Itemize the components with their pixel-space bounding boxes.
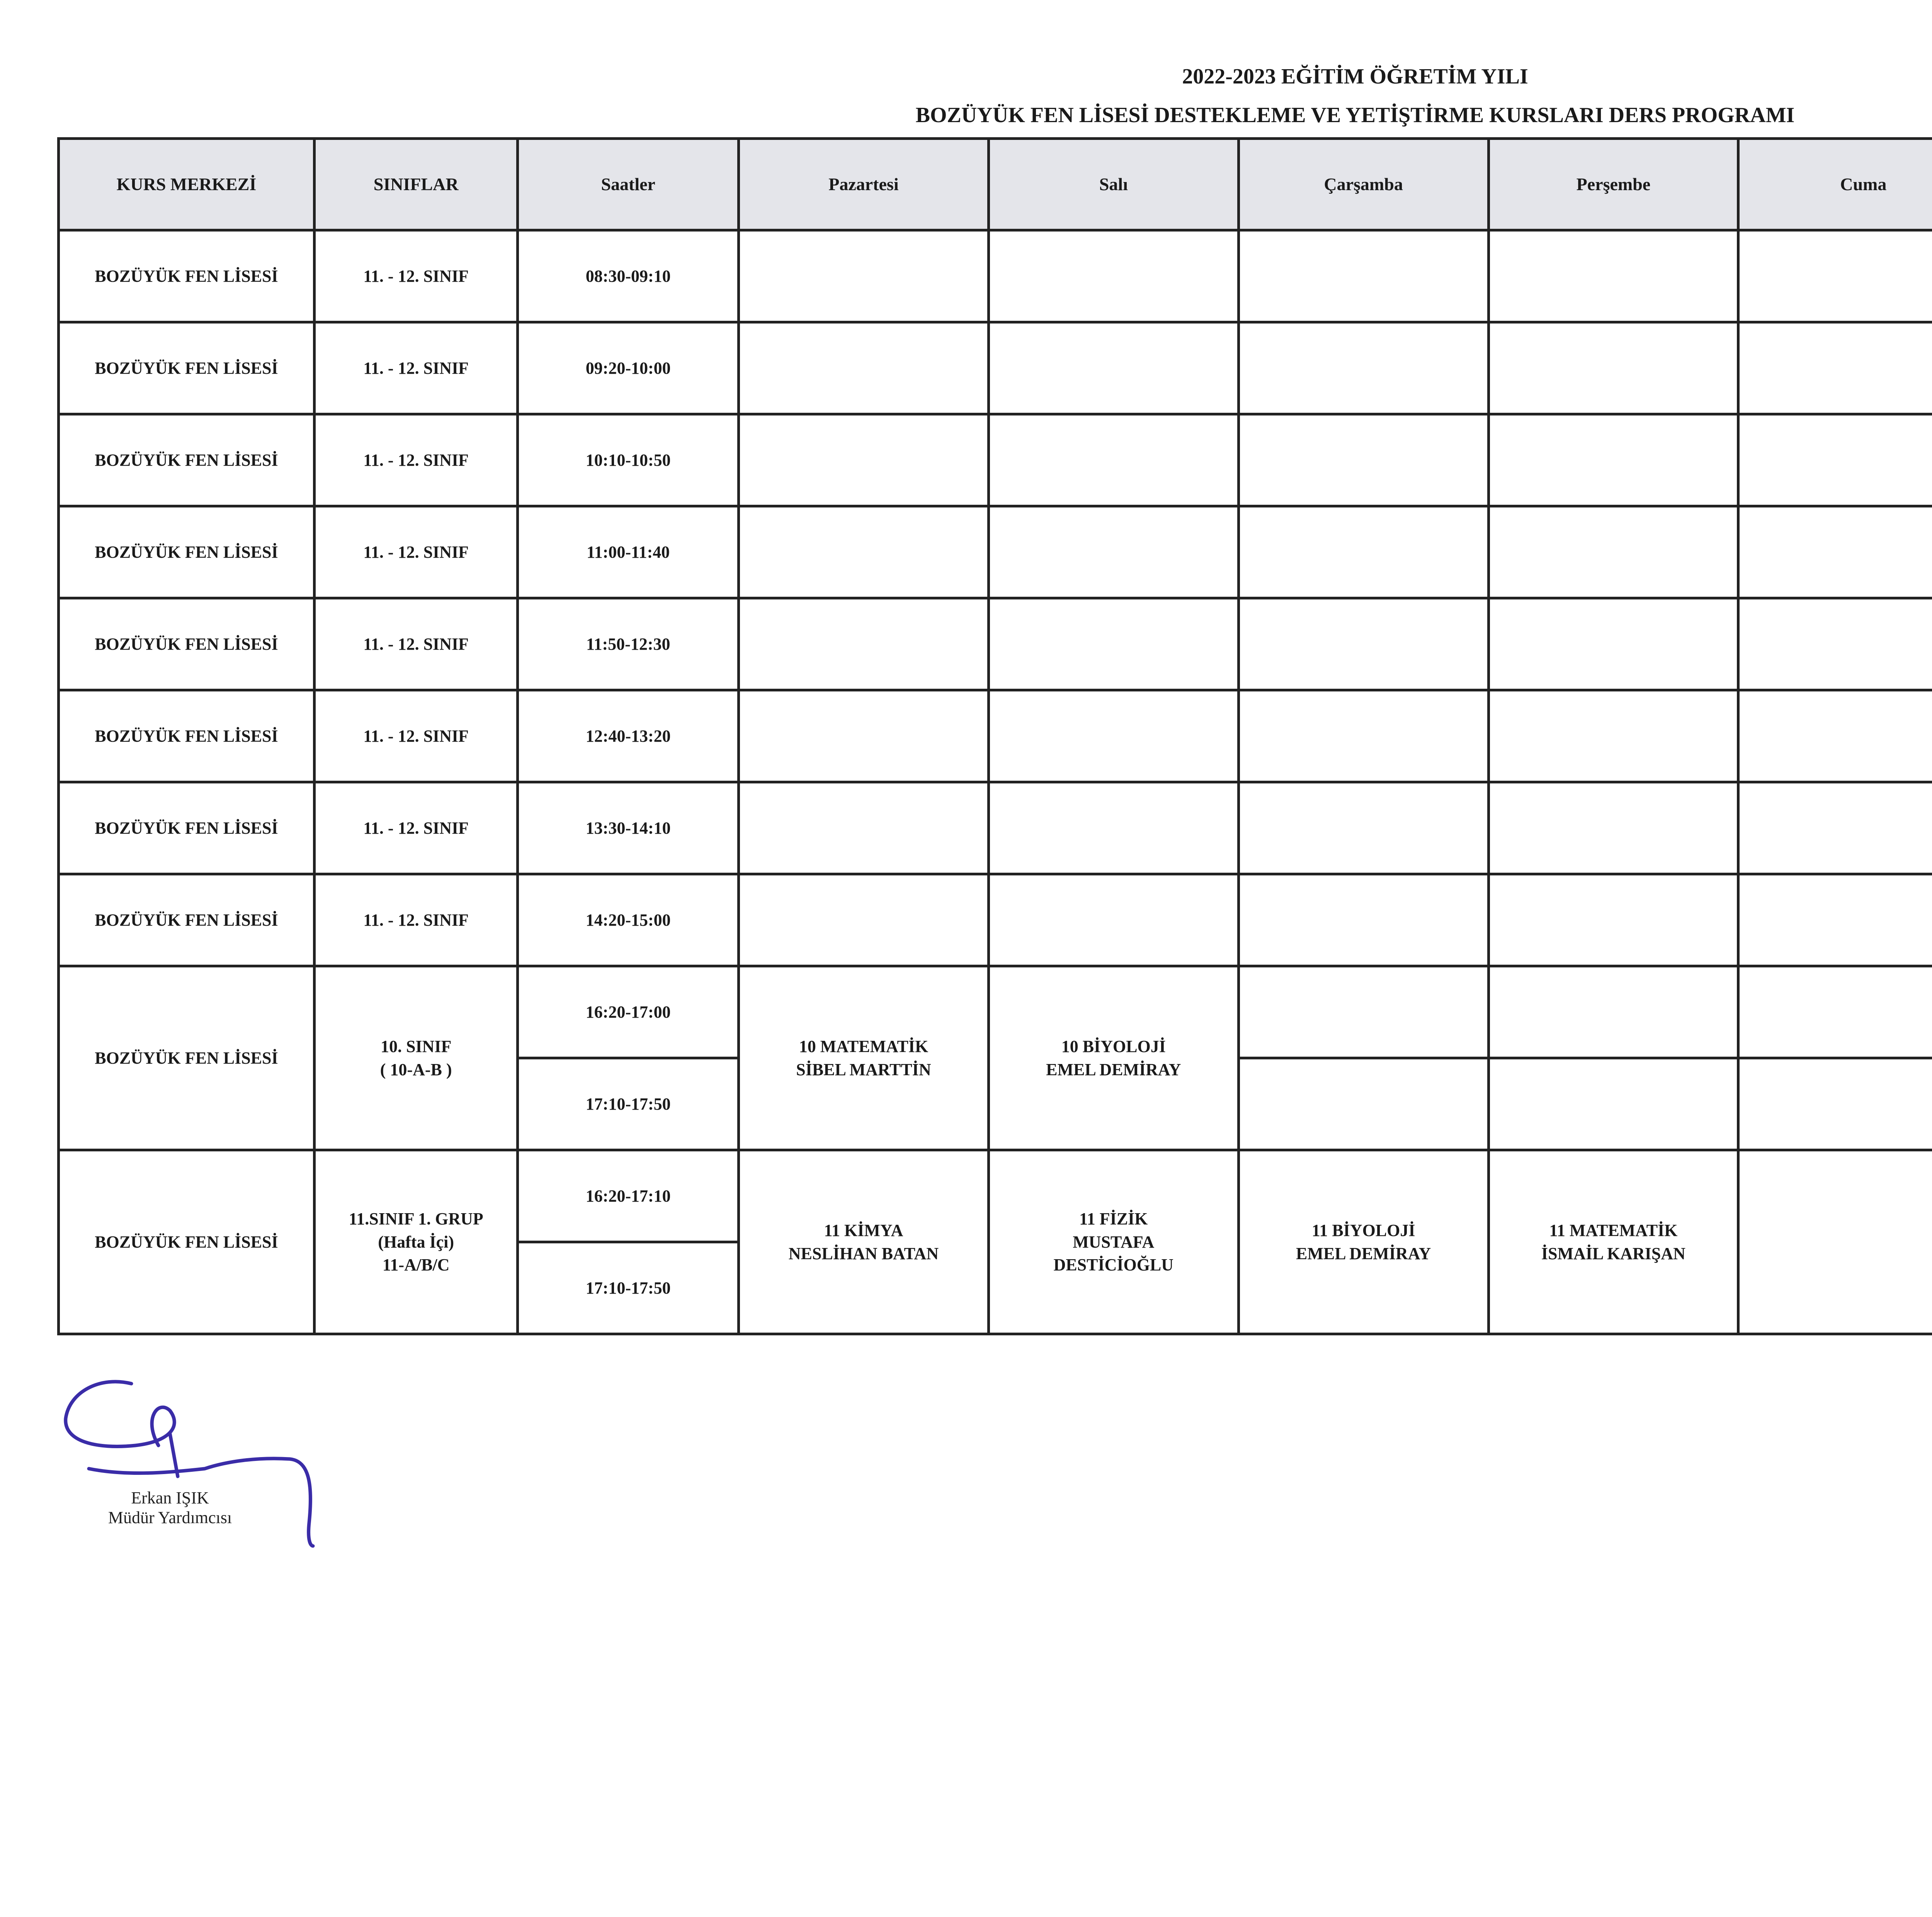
- table-row: [59, 322, 1932, 414]
- course-name: 11 BİYOLOJİ: [1311, 1221, 1415, 1240]
- cell-saat: 12:40-13:20: [518, 690, 739, 782]
- cell-kurs-merkezi: BOZÜYÜK FEN LİSESİ: [59, 506, 315, 598]
- cell-kurs-merkezi: BOZÜYÜK FEN LİSESİ: [59, 598, 315, 690]
- col-header-carsamba: Çarşamba: [1238, 139, 1488, 230]
- cell-sinif: 11. - 12. SINIF: [314, 506, 518, 598]
- cell-sali: [988, 782, 1238, 874]
- cell-sali: [988, 1150, 1238, 1334]
- col-header-pazartesi: Pazartesi: [739, 139, 989, 230]
- cell-sali: [988, 506, 1238, 598]
- cell-sali: [988, 598, 1238, 690]
- cell-kurs-merkezi: BOZÜYÜK FEN LİSESİ: [59, 230, 315, 322]
- cell-saat: 13:30-14:10: [518, 782, 739, 874]
- col-header-cuma: Cuma: [1738, 139, 1932, 230]
- table-row: [59, 690, 1932, 782]
- cell-carsamba: [1238, 1058, 1488, 1150]
- cell-cuma: [1738, 874, 1932, 966]
- cell-carsamba: [1238, 506, 1488, 598]
- cell-kurs-merkezi: BOZÜYÜK FEN LİSESİ: [59, 414, 315, 506]
- teacher-name: NESLİHAN BATAN: [788, 1244, 939, 1263]
- cell-kurs-merkezi: BOZÜYÜK FEN LİSESİ: [59, 782, 315, 874]
- cell-pazartesi: [739, 414, 989, 506]
- class-sections: ( 10-A-B ): [380, 1060, 452, 1079]
- cell-pazartesi: [739, 1150, 989, 1334]
- cell-kurs-merkezi: BOZÜYÜK FEN LİSESİ: [59, 690, 315, 782]
- cell-saat: 17:10-17:50: [518, 1058, 739, 1150]
- course-name: 11 MATEMATİK: [1549, 1221, 1678, 1240]
- class-name: 11.SINIF 1. GRUP: [349, 1209, 483, 1229]
- cell-sinif: [314, 1150, 518, 1334]
- teacher-surname: DESTİCİOĞLU: [1053, 1255, 1174, 1275]
- cell-pazartesi: [739, 782, 989, 874]
- cell-carsamba: [1238, 414, 1488, 506]
- col-header-sali: Salı: [988, 139, 1238, 230]
- teacher-name: EMEL DEMİRAY: [1046, 1060, 1181, 1079]
- col-header-siniflar: SINIFLAR: [314, 139, 518, 230]
- cell-sali: [988, 966, 1238, 1150]
- cell-sinif: [314, 966, 518, 1150]
- cell-saat: 10:10-10:50: [518, 414, 739, 506]
- col-header-persembe: Perşembe: [1488, 139, 1738, 230]
- cell-sali: [988, 322, 1238, 414]
- teacher-name: İSMAİL KARIŞAN: [1541, 1244, 1685, 1263]
- cell-saat: 11:50-12:30: [518, 598, 739, 690]
- col-header-kurs-merkezi: KURS MERKEZİ: [59, 139, 315, 230]
- cell-persembe: [1488, 874, 1738, 966]
- schedule-table: [57, 137, 1932, 1335]
- cell-cuma: [1738, 598, 1932, 690]
- cell-persembe: [1488, 1058, 1738, 1150]
- cell-cuma: [1738, 966, 1932, 1058]
- cell-carsamba: [1238, 966, 1488, 1058]
- cell-pazartesi: [739, 874, 989, 966]
- left-signer-title: Müdür Yardımcısı: [108, 1508, 232, 1527]
- cell-saat: 11:00-11:40: [518, 506, 739, 598]
- table-row: [59, 782, 1932, 874]
- cell-pazartesi: [739, 322, 989, 414]
- table-row: [59, 230, 1932, 322]
- cell-persembe: [1488, 1150, 1738, 1334]
- cell-carsamba: [1238, 598, 1488, 690]
- cell-carsamba: [1238, 230, 1488, 322]
- course-name: 10 MATEMATİK: [799, 1037, 929, 1056]
- cell-sali: [988, 874, 1238, 966]
- cell-sinif: 11. - 12. SINIF: [314, 598, 518, 690]
- cell-carsamba: [1238, 874, 1488, 966]
- cell-sinif: 11. - 12. SINIF: [314, 690, 518, 782]
- col-header-saatler: Saatler: [518, 139, 739, 230]
- cell-cuma: [1738, 414, 1932, 506]
- cell-saat: 16:20-17:10: [518, 1150, 739, 1242]
- teacher-name: MUSTAFA: [1073, 1232, 1155, 1251]
- table-row: [59, 966, 1932, 1058]
- cell-sali: [988, 230, 1238, 322]
- cell-cuma: [1738, 690, 1932, 782]
- cell-persembe: [1488, 966, 1738, 1058]
- cell-carsamba: [1238, 322, 1488, 414]
- course-name: 10 BİYOLOJİ: [1061, 1037, 1166, 1056]
- table-row: [59, 414, 1932, 506]
- cell-cuma: [1738, 1058, 1932, 1150]
- cell-persembe: [1488, 598, 1738, 690]
- cell-sinif: 11. - 12. SINIF: [314, 230, 518, 322]
- teacher-name: EMEL DEMİRAY: [1296, 1244, 1431, 1263]
- left-signer-name: Erkan IŞIK: [131, 1488, 209, 1507]
- cell-pazartesi: [739, 690, 989, 782]
- cell-carsamba: [1238, 782, 1488, 874]
- cell-sinif: 11. - 12. SINIF: [314, 414, 518, 506]
- cell-kurs-merkezi: BOZÜYÜK FEN LİSESİ: [59, 966, 315, 1150]
- cell-persembe: [1488, 782, 1738, 874]
- cell-pazartesi: [739, 230, 989, 322]
- left-signature-block: [89, 1488, 251, 1527]
- cell-sinif: 11. - 12. SINIF: [314, 782, 518, 874]
- teacher-name: SİBEL MARTTİN: [796, 1060, 931, 1079]
- cell-saat: 16:20-17:00: [518, 966, 739, 1058]
- cell-sinif: 11. - 12. SINIF: [314, 322, 518, 414]
- cell-kurs-merkezi: BOZÜYÜK FEN LİSESİ: [59, 1150, 315, 1334]
- header-row: [59, 139, 1932, 230]
- cell-kurs-merkezi: BOZÜYÜK FEN LİSESİ: [59, 322, 315, 414]
- table-row: [59, 1150, 1932, 1242]
- cell-cuma: [1738, 322, 1932, 414]
- table-row: [59, 874, 1932, 966]
- class-name: 10. SINIF: [380, 1037, 452, 1056]
- table-row: [59, 506, 1932, 598]
- course-name: 11 KİMYA: [824, 1221, 903, 1240]
- cell-saat: 17:10-17:50: [518, 1242, 739, 1334]
- cell-persembe: [1488, 506, 1738, 598]
- left-signature: [43, 1360, 375, 1561]
- document-title: 2022-2023 EĞİTİM ÖĞRETİM YILI: [1182, 65, 1528, 89]
- cell-kurs-merkezi: BOZÜYÜK FEN LİSESİ: [59, 874, 315, 966]
- class-sections: 11-A/B/C: [382, 1255, 450, 1275]
- cell-persembe: [1488, 230, 1738, 322]
- cell-carsamba: [1238, 1150, 1488, 1334]
- cell-cuma: [1738, 506, 1932, 598]
- cell-saat: 08:30-09:10: [518, 230, 739, 322]
- cell-saat: 14:20-15:00: [518, 874, 739, 966]
- cell-pazartesi: [739, 598, 989, 690]
- cell-pazartesi: [739, 506, 989, 598]
- cell-pazartesi: [739, 966, 989, 1150]
- cell-sali: [988, 690, 1238, 782]
- cell-sinif: 11. - 12. SINIF: [314, 874, 518, 966]
- cell-sali: [988, 414, 1238, 506]
- cell-persembe: [1488, 414, 1738, 506]
- cell-cuma: [1738, 230, 1932, 322]
- cell-cuma: [1738, 782, 1932, 874]
- table-row: [59, 598, 1932, 690]
- class-note: (Hafta İçi): [378, 1232, 454, 1251]
- document-subtitle: BOZÜYÜK FEN LİSESİ DESTEKLEME VE YETİŞTİRME KURSLARI DERS PROGRAMI: [915, 103, 1795, 127]
- cell-persembe: [1488, 322, 1738, 414]
- cell-cuma: [1738, 1150, 1932, 1334]
- course-name: 11 FİZİK: [1079, 1209, 1148, 1229]
- cell-saat: 09:20-10:00: [518, 322, 739, 414]
- cell-persembe: [1488, 690, 1738, 782]
- cell-carsamba: [1238, 690, 1488, 782]
